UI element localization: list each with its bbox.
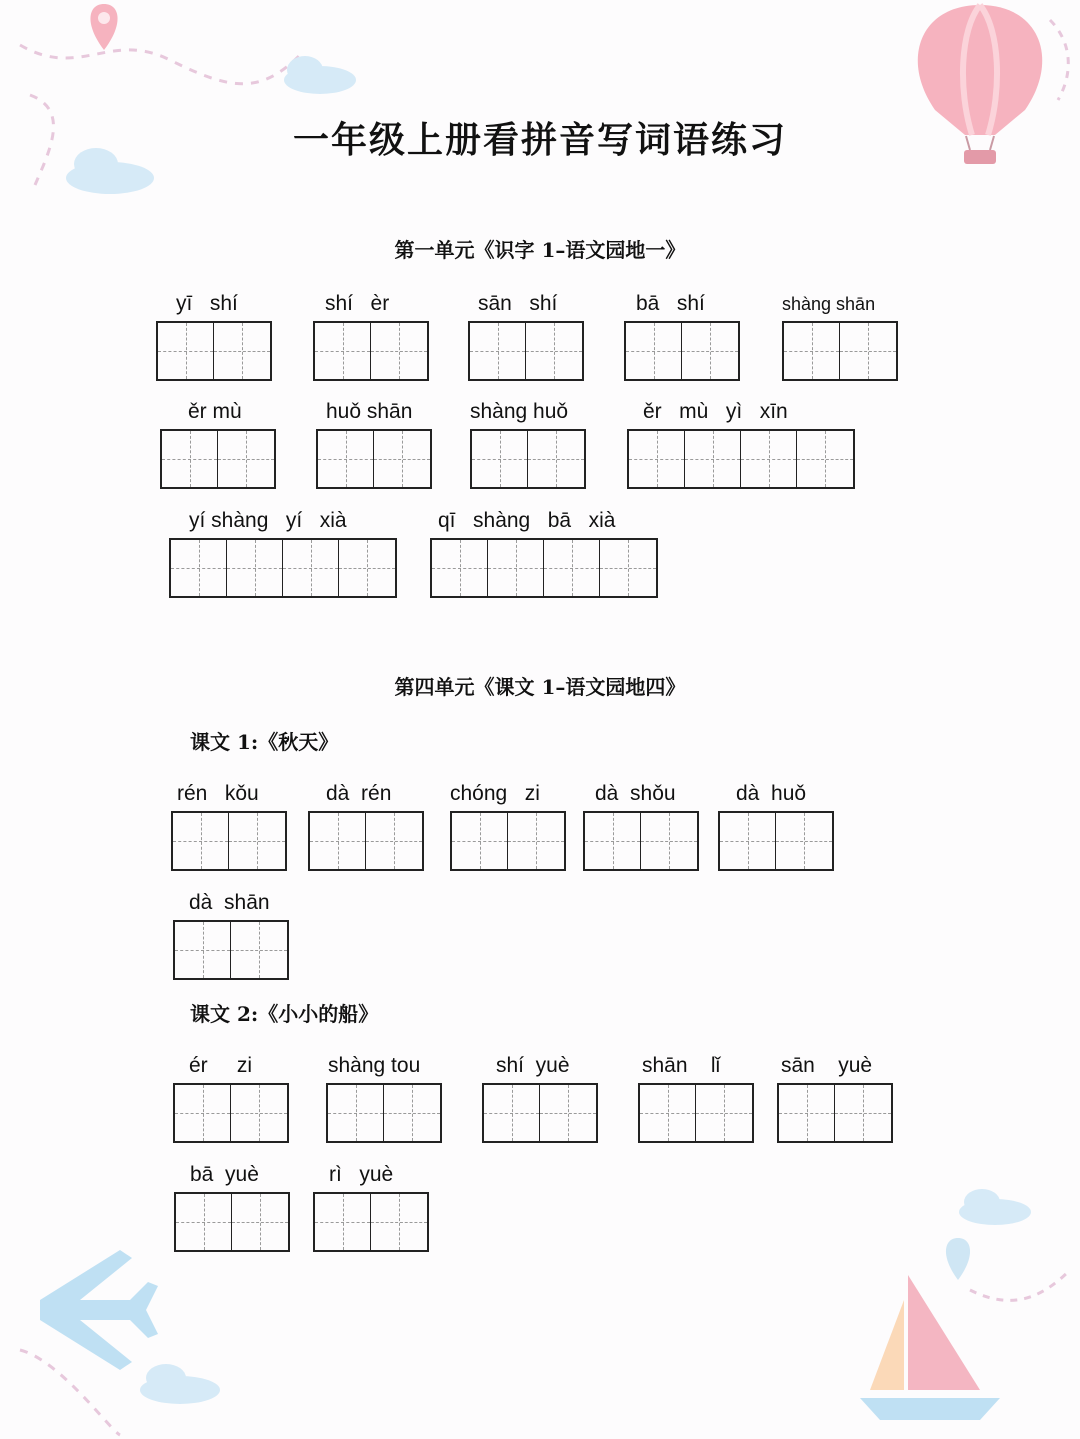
- writing-grid[interactable]: [174, 1192, 290, 1252]
- grid-cell[interactable]: [318, 431, 374, 487]
- grid-cell[interactable]: [641, 813, 697, 869]
- hot-air-balloon-icon: [880, 0, 1080, 200]
- writing-grid[interactable]: [627, 429, 855, 489]
- grid-cell[interactable]: [784, 323, 840, 379]
- pinyin-label: qī shàng bā xià: [438, 509, 616, 532]
- grid-cell[interactable]: [488, 540, 544, 596]
- grid-cell[interactable]: [162, 431, 218, 487]
- pinyin-label: shí èr: [325, 292, 390, 315]
- grid-cell[interactable]: [526, 323, 582, 379]
- grid-cell[interactable]: [231, 922, 287, 978]
- grid-cell[interactable]: [840, 323, 896, 379]
- writing-grid[interactable]: [169, 538, 397, 598]
- writing-grid[interactable]: [718, 811, 834, 871]
- grid-cell[interactable]: [835, 1085, 891, 1141]
- grid-cell[interactable]: [797, 431, 853, 487]
- location-pin-icon: [90, 4, 117, 50]
- grid-cell[interactable]: [600, 540, 656, 596]
- grid-cell[interactable]: [339, 540, 395, 596]
- grid-cell[interactable]: [544, 540, 600, 596]
- grid-cell[interactable]: [629, 431, 685, 487]
- grid-cell[interactable]: [696, 1085, 752, 1141]
- grid-cell[interactable]: [310, 813, 366, 869]
- grid-cell[interactable]: [540, 1085, 596, 1141]
- grid-cell[interactable]: [175, 1085, 231, 1141]
- location-pin-icon: [946, 1238, 970, 1280]
- pinyin-label: dà huǒ: [736, 782, 807, 805]
- pinyin-label: dà rén: [326, 782, 392, 805]
- cloud-icon: [959, 1189, 1031, 1225]
- grid-cell[interactable]: [218, 431, 274, 487]
- grid-cell[interactable]: [484, 1085, 540, 1141]
- pinyin-label: bā shí: [636, 292, 705, 315]
- grid-cell[interactable]: [171, 540, 227, 596]
- grid-cell[interactable]: [452, 813, 508, 869]
- pinyin-label: rén kǒu: [177, 782, 259, 805]
- section-heading: 第四单元《课文 1–语文园地四》: [394, 675, 686, 699]
- grid-cell[interactable]: [231, 1085, 287, 1141]
- lesson-title: 课文 1:《秋天》: [190, 730, 339, 754]
- pinyin-label: chóng zi: [450, 782, 540, 805]
- writing-grid[interactable]: [624, 321, 740, 381]
- pinyin-label: ěr mù yì xīn: [643, 400, 788, 423]
- grid-cell[interactable]: [374, 431, 430, 487]
- writing-grid[interactable]: [171, 811, 287, 871]
- writing-grid[interactable]: [638, 1083, 754, 1143]
- writing-grid[interactable]: [482, 1083, 598, 1143]
- sailboat-icon: [860, 1275, 1000, 1420]
- grid-cell[interactable]: [227, 540, 283, 596]
- dashed-path: [20, 1350, 120, 1435]
- pinyin-label: shān lǐ: [642, 1054, 721, 1077]
- section-heading: 第一单元《识字 1–语文园地一》: [394, 238, 686, 262]
- writing-grid[interactable]: [450, 811, 566, 871]
- airplane-icon: [40, 1250, 158, 1370]
- grid-cell[interactable]: [229, 813, 285, 869]
- grid-cell[interactable]: [158, 323, 214, 379]
- page-title: 一年级上册看拼音写词语练习: [292, 119, 787, 161]
- grid-cell[interactable]: [315, 1194, 371, 1250]
- writing-grid[interactable]: [173, 920, 289, 980]
- pinyin-label: dà shǒu: [595, 782, 676, 805]
- grid-cell[interactable]: [371, 323, 427, 379]
- grid-cell[interactable]: [175, 922, 231, 978]
- writing-grid[interactable]: [313, 321, 429, 381]
- pinyin-label: shàng shān: [782, 294, 876, 314]
- grid-cell[interactable]: [328, 1085, 384, 1141]
- writing-grid[interactable]: [160, 429, 276, 489]
- grid-cell[interactable]: [214, 323, 270, 379]
- grid-cell[interactable]: [741, 431, 797, 487]
- pinyin-label: huǒ shān: [326, 400, 413, 423]
- grid-cell[interactable]: [173, 813, 229, 869]
- grid-cell[interactable]: [384, 1085, 440, 1141]
- writing-grid[interactable]: [470, 429, 586, 489]
- writing-grid[interactable]: [156, 321, 272, 381]
- pinyin-label: sān shí: [478, 292, 558, 315]
- grid-cell[interactable]: [585, 813, 641, 869]
- grid-cell[interactable]: [283, 540, 339, 596]
- pinyin-label: ěr mù: [188, 400, 242, 423]
- writing-grid[interactable]: [777, 1083, 893, 1143]
- writing-grid[interactable]: [173, 1083, 289, 1143]
- bottom-right-decoration: [840, 1180, 1080, 1439]
- pinyin-label: rì yuè: [329, 1163, 394, 1186]
- grid-cell[interactable]: [176, 1194, 232, 1250]
- grid-cell[interactable]: [779, 1085, 835, 1141]
- writing-grid[interactable]: [430, 538, 658, 598]
- grid-cell[interactable]: [626, 323, 682, 379]
- writing-grid[interactable]: [316, 429, 432, 489]
- dashed-path: [970, 1270, 1070, 1300]
- pinyin-label: shí yuè: [496, 1054, 570, 1077]
- pinyin-label: yī shí: [176, 292, 238, 315]
- cloud-icon: [140, 1364, 220, 1404]
- grid-cell[interactable]: [528, 431, 584, 487]
- pinyin-label: sān yuè: [781, 1054, 873, 1077]
- grid-cell[interactable]: [685, 431, 741, 487]
- grid-cell[interactable]: [470, 323, 526, 379]
- pinyin-label: shàng tou: [328, 1054, 421, 1077]
- pinyin-label: ér zi: [189, 1054, 253, 1077]
- grid-cell[interactable]: [315, 323, 371, 379]
- grid-cell[interactable]: [508, 813, 564, 869]
- writing-grid[interactable]: [583, 811, 699, 871]
- writing-grid[interactable]: [468, 321, 584, 381]
- dashed-path: [20, 45, 300, 84]
- writing-grid[interactable]: [326, 1083, 442, 1143]
- pinyin-label: yí shàng yí xià: [189, 509, 347, 532]
- pinyin-label: bā yuè: [190, 1163, 259, 1186]
- grid-cell[interactable]: [371, 1194, 427, 1250]
- grid-cell[interactable]: [720, 813, 776, 869]
- grid-cell[interactable]: [640, 1085, 696, 1141]
- lesson-title: 课文 2:《小小的船》: [190, 1002, 379, 1026]
- grid-cell[interactable]: [472, 431, 528, 487]
- writing-grid[interactable]: [782, 321, 898, 381]
- writing-grid[interactable]: [313, 1192, 429, 1252]
- writing-grid[interactable]: [308, 811, 424, 871]
- grid-cell[interactable]: [232, 1194, 288, 1250]
- pinyin-label: dà shān: [189, 891, 270, 914]
- pinyin-label: shàng huǒ: [470, 400, 569, 423]
- grid-cell[interactable]: [432, 540, 488, 596]
- grid-cell[interactable]: [682, 323, 738, 379]
- grid-cell[interactable]: [776, 813, 832, 869]
- grid-cell[interactable]: [366, 813, 422, 869]
